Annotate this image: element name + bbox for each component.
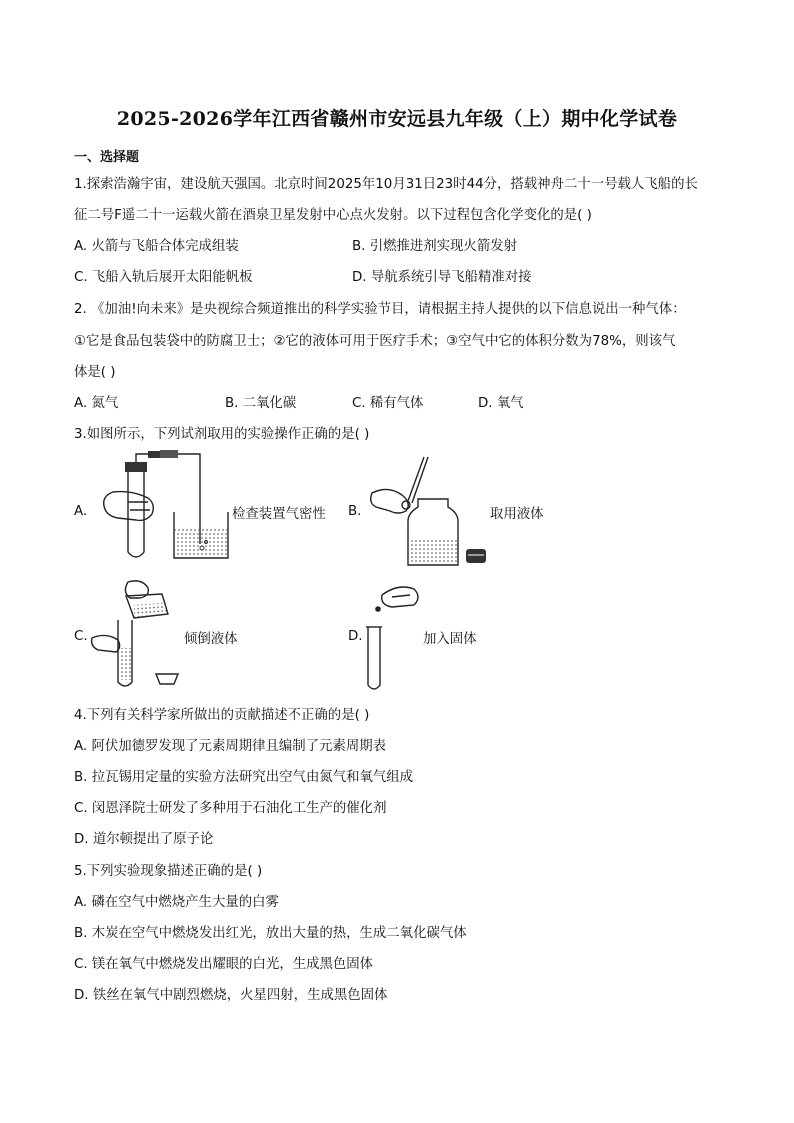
q3-figure-b-label: B. (348, 504, 362, 519)
q3-figure-d-label: D. (348, 629, 363, 644)
q3-figure-c-label: C. (74, 629, 88, 644)
q2-option-d: D. 氧气 (478, 396, 524, 411)
q1-option-c: C. 飞船入轨后展开太阳能帆板 (74, 270, 253, 285)
q3-figure-d-caption: 加入固体 (423, 632, 477, 647)
q3-stem: 3.如图所示，下列试剂取用的实验操作正确的是( ) (74, 427, 370, 442)
q4-stem: 4.下列有关科学家所做出的贡献描述不正确的是( ) (74, 708, 370, 723)
q4-option-a: A. 阿伏加德罗发现了元素周期律且编制了元素周期表 (74, 739, 387, 754)
q2-stem-line1: 2. 《加油!向未来》是央视综合频道推出的科学实验节目，请根据主持人提供的以下信息说出一种气体： (74, 302, 686, 317)
q3-figure-b-image (362, 455, 492, 567)
q3-figure-c-image (88, 578, 188, 688)
q1-option-a: A. 火箭与飞船合体完成组装 (74, 239, 239, 254)
q1-stem-line2: 征二号F遥二十一运载火箭在酒泉卫星发射中心点火发射。以下过程包含化学变化的是( ) (74, 208, 592, 223)
q3-figure-d-image (362, 575, 432, 695)
section-heading: 一、选择题 (74, 150, 140, 165)
q3-figure-c-caption: 倾倒液体 (184, 632, 238, 647)
q3-figure-a-label: A. (74, 504, 88, 519)
q3-figure-b-caption: 取用液体 (490, 507, 544, 522)
q5-option-b: B. 木炭在空气中燃烧发出红光，放出大量的热，生成二氧化碳气体 (74, 926, 467, 941)
q3-figure-a-image (88, 452, 238, 562)
q1-option-d: D. 导航系统引导飞船精准对接 (352, 270, 532, 285)
q5-option-c: C. 镁在氧气中燃烧发出耀眼的白光，生成黑色固体 (74, 957, 374, 972)
q5-stem: 5.下列实验现象描述正确的是( ) (74, 864, 263, 879)
q2-stem-line3: 体是( ) (74, 365, 116, 380)
q4-option-d: D. 道尔顿提出了原子论 (74, 832, 214, 847)
page-title: 2025-2026学年江西省赣州市安远县九年级（上）期中化学试卷 (116, 108, 678, 130)
q2-option-b: B. 二氧化碳 (225, 396, 297, 411)
q2-option-a: A. 氮气 (74, 396, 119, 411)
q4-option-c: C. 闵恩泽院士研发了多种用于石油化工生产的催化剂 (74, 801, 387, 816)
q1-stem-line1: 1.探索浩瀚宇宙，建设航天强国。北京时间2025年10月31日23时44分，搭载神舟二十一号载人飞船的长 (74, 177, 698, 192)
q5-option-d: D. 铁丝在氧气中剧烈燃烧，火星四射，生成黑色固体 (74, 988, 388, 1003)
q5-option-a: A. 磷在空气中燃烧产生大量的白雾 (74, 895, 279, 910)
q2-option-c: C. 稀有气体 (352, 396, 424, 411)
q4-option-b: B. 拉瓦锡用定量的实验方法研究出空气由氮气和氧气组成 (74, 770, 414, 785)
q3-figure-a-caption: 检查装置气密性 (232, 507, 326, 522)
q2-stem-line2: ①它是食品包装袋中的防腐卫士；②它的液体可用于医疗手术；③空气中它的体积分数为78%，则该气 (74, 334, 676, 349)
q1-option-b: B. 引燃推进剂实现火箭发射 (352, 239, 517, 254)
